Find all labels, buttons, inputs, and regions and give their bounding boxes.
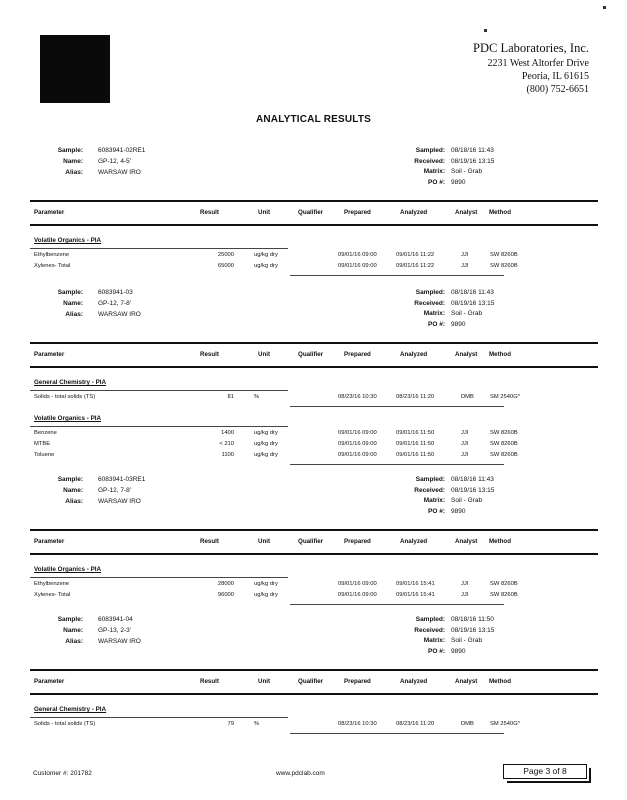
sample-header [0, 147, 627, 187]
column-header-prepared: Prepared [344, 678, 371, 685]
result-cell: < 210 [219, 441, 234, 447]
analyzed-cell: 09/01/16 15:41 [396, 581, 435, 587]
unit-cell: ug/kg dry [254, 592, 278, 598]
po-number-label: PO #: [428, 647, 445, 655]
method-cell: SW 8260B [490, 592, 518, 598]
matrix-label: Matrix: [423, 497, 445, 504]
column-header-result: Result [200, 678, 219, 685]
header-divider [30, 693, 598, 695]
analyzed-cell: 09/01/16 15:41 [396, 592, 435, 598]
sample-name-value: GP-12, 4-5' [98, 158, 132, 165]
unit-cell: % [254, 394, 260, 400]
received-date-value: 08/19/16 13:15 [451, 486, 495, 494]
result-cell: 65000 [217, 263, 234, 269]
matrix-value: Soil - Grab [451, 310, 483, 317]
group-underline [30, 577, 288, 578]
prepared-cell: 09/01/16 09:00 [338, 592, 377, 598]
method-cell: SM 2540G* [490, 721, 520, 727]
sampled-date-value: 08/18/16 11:50 [451, 616, 494, 623]
column-header-row [0, 678, 627, 688]
analyst-cell: JJI [461, 441, 469, 447]
sample-name-value: GP-12, 7-8' [98, 300, 132, 307]
received-date-label: Received: [414, 299, 445, 307]
corner-mark [484, 29, 487, 32]
column-header-method: Method [489, 538, 511, 545]
column-header-analyst: Analyst [455, 678, 478, 685]
column-header-unit: Unit [258, 678, 271, 685]
result-cell: 81 [227, 394, 234, 400]
received-date-value: 08/19/16 13:15 [451, 299, 495, 307]
column-header-result: Result [200, 209, 219, 216]
parameter-cell: Toluene [34, 452, 55, 458]
sample-id-value: 6083941-03 [98, 289, 133, 296]
result-row [0, 252, 627, 261]
sample-id-label: Sample: [57, 616, 83, 623]
sample-header [0, 289, 627, 329]
result-cell: 1100 [221, 452, 234, 458]
section-divider [30, 529, 598, 531]
sample-name-value: GP-12, 7-8' [98, 487, 132, 494]
sample-id-value: 6083941-03RE1 [98, 476, 146, 483]
parameter-cell: MTBE [34, 441, 51, 447]
column-header-row [0, 351, 627, 361]
analyst-cell: JJI [461, 452, 469, 458]
parameter-cell: Solids - total solids (TS) [34, 394, 96, 400]
sample-header [0, 616, 627, 656]
po-number-label: PO #: [428, 507, 445, 515]
analyzed-cell: 08/23/16 11:20 [396, 394, 435, 400]
group-underline [30, 248, 288, 249]
column-header-analyst: Analyst [455, 351, 478, 358]
group-title: Volatile Organics - PIA [34, 237, 102, 244]
column-header-analyzed: Analyzed [400, 678, 428, 685]
sample-alias-label: Alias: [65, 169, 83, 176]
method-cell: SW 8260B [490, 252, 518, 258]
parameter-cell: Ethylbenzene [34, 252, 70, 258]
method-cell: SW 8260B [490, 452, 518, 458]
matrix-value: Soil - Grab [451, 637, 483, 644]
result-row [0, 721, 627, 730]
redacted-logo-block [40, 35, 110, 103]
lab-letterhead [473, 40, 589, 96]
received-date-label: Received: [414, 626, 445, 634]
column-header-prepared: Prepared [344, 538, 371, 545]
column-header-qual: Qualifier [298, 678, 324, 685]
column-header-method: Method [489, 678, 511, 685]
column-header-prepared: Prepared [344, 209, 371, 216]
prepared-cell: 08/23/16 10:30 [338, 394, 377, 400]
result-row [0, 430, 627, 439]
matrix-value: Soil - Grab [451, 497, 483, 504]
column-header-analyst: Analyst [455, 209, 478, 216]
lab-address-line1: 2231 West Altorfer Drive [487, 58, 589, 69]
sampled-date-value: 08/18/16 11:43 [451, 289, 494, 296]
group-title: General Chemistry - PIA [34, 706, 107, 713]
column-header-analyzed: Analyzed [400, 538, 428, 545]
column-header-result: Result [200, 351, 219, 358]
sample-alias-label: Alias: [65, 638, 83, 645]
header-divider [30, 366, 598, 368]
results-underline [290, 733, 504, 734]
results-underline [290, 275, 504, 276]
parameter-cell: Ethylbenzene [34, 581, 70, 587]
analyzed-cell: 09/01/16 11:22 [396, 263, 435, 269]
sample-name-value: GP-13, 2-3' [98, 627, 132, 634]
matrix-label: Matrix: [423, 637, 445, 644]
results-underline [290, 604, 504, 605]
unit-cell: % [254, 721, 260, 727]
sampled-date-label: Sampled: [415, 476, 445, 483]
po-number-label: PO #: [428, 320, 445, 328]
sampled-date-label: Sampled: [415, 147, 445, 154]
sampled-date-label: Sampled: [415, 289, 445, 296]
column-header-method: Method [489, 351, 511, 358]
column-header-unit: Unit [258, 209, 271, 216]
unit-cell: ug/kg dry [254, 252, 278, 258]
analyst-cell: JJI [461, 263, 469, 269]
sample-name-label: Name: [63, 158, 83, 165]
column-header-qual: Qualifier [298, 538, 324, 545]
po-number-label: PO #: [428, 178, 445, 186]
sample-id-value: 6083941-04 [98, 616, 133, 623]
result-row [0, 441, 627, 450]
prepared-cell: 08/23/16 10:30 [338, 721, 377, 727]
result-cell: 1400 [221, 430, 234, 436]
column-header-method: Method [489, 209, 511, 216]
sample-header [0, 476, 627, 516]
sample-alias-value: WARSAW IRO [98, 498, 141, 505]
section-divider [30, 342, 598, 344]
parameter-cell: Xylenes- Total [34, 592, 71, 598]
column-header-param: Parameter [34, 209, 65, 216]
column-header-analyzed: Analyzed [400, 351, 428, 358]
received-date-value: 08/19/16 13:15 [451, 626, 495, 634]
sample-id-label: Sample: [57, 289, 83, 296]
method-cell: SW 8260B [490, 441, 518, 447]
sample-id-label: Sample: [57, 147, 83, 154]
matrix-value: Soil - Grab [451, 168, 483, 175]
sampled-date-label: Sampled: [415, 616, 445, 623]
group-underline [30, 390, 288, 391]
unit-cell: ug/kg dry [254, 430, 278, 436]
parameter-cell: Xylenes- Total [34, 263, 71, 269]
column-header-qual: Qualifier [298, 351, 324, 358]
group-underline [30, 717, 288, 718]
prepared-cell: 09/01/16 09:00 [338, 430, 377, 436]
result-row [0, 263, 627, 272]
sample-alias-value: WARSAW IRO [98, 169, 141, 176]
results-underline [290, 464, 504, 465]
received-date-label: Received: [414, 486, 445, 494]
po-number-value: 9890 [451, 178, 466, 186]
corner-mark [603, 6, 606, 9]
analyzed-cell: 08/23/16 11:20 [396, 721, 435, 727]
analyst-cell: JJI [461, 252, 469, 258]
header-divider [30, 224, 598, 226]
po-number-value: 9890 [451, 507, 466, 515]
received-date-label: Received: [414, 157, 445, 165]
analyst-cell: JJI [461, 592, 469, 598]
group-title: General Chemistry - PIA [34, 379, 107, 386]
page-title: ANALYTICAL RESULTS [255, 114, 372, 125]
sample-alias-label: Alias: [65, 311, 83, 318]
analyzed-cell: 09/01/16 11:50 [396, 441, 435, 447]
method-cell: SW 8260B [490, 263, 518, 269]
result-cell: 96000 [217, 592, 234, 598]
method-cell: SM 2540G* [490, 394, 520, 400]
matrix-label: Matrix: [423, 310, 445, 317]
analyst-cell: JJI [461, 430, 469, 436]
po-number-value: 9890 [451, 647, 466, 655]
method-cell: SW 8260B [490, 581, 518, 587]
sample-alias-value: WARSAW IRO [98, 311, 141, 318]
parameter-cell: Solids - total solids (TS) [34, 721, 96, 727]
column-header-row [0, 538, 627, 548]
sample-alias-label: Alias: [65, 498, 83, 505]
analyzed-cell: 09/01/16 11:50 [396, 430, 435, 436]
received-date-value: 08/19/16 13:15 [451, 157, 495, 165]
header-divider [30, 553, 598, 555]
column-header-row [0, 209, 627, 219]
parameter-cell: Benzene [34, 430, 57, 436]
unit-cell: ug/kg dry [254, 441, 278, 447]
po-number-value: 9890 [451, 320, 466, 328]
prepared-cell: 09/01/16 09:00 [338, 581, 377, 587]
column-header-prepared: Prepared [344, 351, 371, 358]
sampled-date-value: 08/18/16 11:43 [451, 147, 494, 154]
prepared-cell: 09/01/16 09:00 [338, 252, 377, 258]
result-cell: 25000 [217, 252, 234, 258]
column-header-param: Parameter [34, 678, 65, 685]
section-divider [30, 669, 598, 671]
column-header-qual: Qualifier [298, 209, 324, 216]
sample-alias-value: WARSAW IRO [98, 638, 141, 645]
prepared-cell: 09/01/16 09:00 [338, 263, 377, 269]
prepared-cell: 09/01/16 09:00 [338, 441, 377, 447]
group-title: Volatile Organics - PIA [34, 566, 102, 573]
sampled-date-value: 08/18/16 11:43 [451, 476, 494, 483]
column-header-unit: Unit [258, 351, 271, 358]
sample-id-value: 6083941-02RE1 [98, 147, 146, 154]
result-row [0, 452, 627, 461]
sample-name-label: Name: [63, 300, 83, 307]
column-header-analyst: Analyst [455, 538, 478, 545]
customer-number: Customer #: 201782 [33, 770, 92, 777]
column-header-result: Result [200, 538, 219, 545]
unit-cell: ug/kg dry [254, 581, 278, 587]
results-underline [290, 406, 504, 407]
result-row [0, 394, 627, 403]
analyst-cell: DMB [461, 394, 474, 400]
result-cell: 79 [227, 721, 234, 727]
method-cell: SW 8260B [490, 430, 518, 436]
prepared-cell: 09/01/16 09:00 [338, 452, 377, 458]
analyst-cell: JJI [461, 581, 469, 587]
lab-address-line2: Peoria, IL 61615 [521, 71, 589, 82]
analyzed-cell: 09/01/16 11:50 [396, 452, 435, 458]
group-underline [30, 426, 288, 427]
lab-name: PDC Laboratories, Inc. [473, 41, 589, 55]
column-header-analyzed: Analyzed [400, 209, 428, 216]
unit-cell: ug/kg dry [254, 263, 278, 269]
unit-cell: ug/kg dry [254, 452, 278, 458]
column-header-param: Parameter [34, 538, 65, 545]
lab-phone: (800) 752-6651 [526, 84, 589, 95]
website-link[interactable]: www.pdclab.com [276, 770, 325, 777]
group-title: Volatile Organics - PIA [34, 415, 102, 422]
matrix-label: Matrix: [423, 168, 445, 175]
sample-name-label: Name: [63, 627, 83, 634]
analyst-cell: DMB [461, 721, 474, 727]
analyzed-cell: 09/01/16 11:22 [396, 252, 435, 258]
column-header-unit: Unit [258, 538, 271, 545]
result-row [0, 581, 627, 590]
section-divider [30, 200, 598, 202]
page-indicator: Page 3 of 8 [503, 764, 587, 779]
sample-id-label: Sample: [57, 476, 83, 483]
result-cell: 28000 [217, 581, 234, 587]
sample-name-label: Name: [63, 487, 83, 494]
column-header-param: Parameter [34, 351, 65, 358]
result-row [0, 592, 627, 601]
